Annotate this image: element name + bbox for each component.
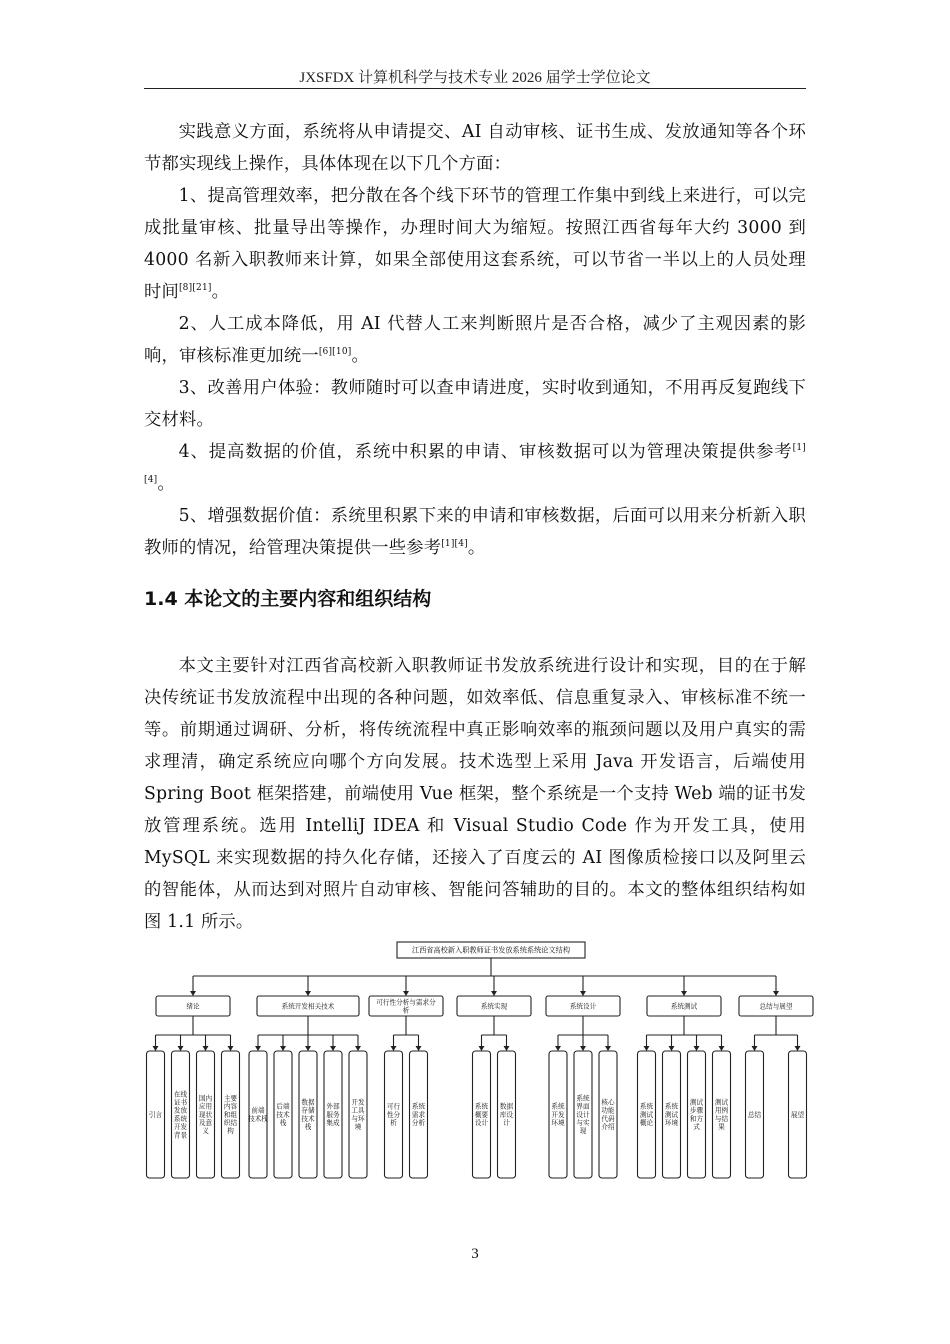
leaf-label: 展望 [790,1110,805,1119]
branch-label: 可行性分析与需求分析 [376,998,436,1015]
leaf-label: 核心功能代码介绍 [601,1098,615,1132]
leaf-label: 系统界面设计与实现 [576,1094,590,1136]
arrow-head [555,1046,561,1051]
leaf-label: 数据库设计 [499,1102,514,1128]
section-content-structure [144,650,806,938]
branch-label: 系统实现 [480,1002,508,1011]
branch-label: 系统设计 [569,1002,597,1011]
leaf-label: 外部服务集成 [326,1102,340,1128]
page-number: 3 [471,1246,479,1262]
leaf-label: 国内应用现状及意义 [198,1094,213,1136]
citation: [1][4] [144,443,806,485]
paragraph-point-5: 5、增强数据价值：系统里积累下来的申请和审核数据，后面可以用来分析新入职教师的情况，给管理决策提供一些参考[1][4]。 [144,506,806,558]
paragraph-structure: 本文主要针对江西省高校新入职教师证书发放系统进行设计和实现，目的在于解决传统证书发放流程中出现的各种问题，如效率低、信息重复录入、审核标准不统一等。前期通过调研、分析，将传统流程中真正影响效率的瓶颈问题以及用户真实的需求理清，确定系统应向哪个方向发展。技术选型上采用 Java 开发语言，后端使用 Spring Boot 框架搭建，前端使用 Vue 框架，整个系统是一个支持 Web 端的证书发放管理系统。选用 IntelliJ IDEA 和 Visual Studio Code 作为开发工具，使用 MySQL 来实现数据的持久化存储，还接入了百度云的 AI 图像质检接口以及阿里云的智能体，从而达到对照片自动审核、智能问答辅助的目的。本文的整体组织结构如图 1.1 所示。 [144,656,806,932]
citation: [6][10] [318,347,352,357]
leaf-label: 系统测试概论 [639,1102,654,1128]
arrow-head [330,1046,336,1051]
arrow-head [605,1046,611,1051]
citation: [1][4] [441,539,468,549]
arrow-head [280,1046,286,1051]
branch-label: 系统测试 [670,1002,698,1011]
leaf-label: 后端技术栈 [276,1102,290,1128]
root-label: 江西省高校新入职教师证书发放系统系统论文结构 [411,945,571,955]
arrow-head [773,991,779,996]
arrow-head [190,991,196,996]
branch-label: 系统开发相关技术 [281,1002,335,1011]
paragraph-point-2: 2、人工成本降低，用 AI 代替人工来判断照片是否合格，减少了主观因素的影响，审核标准更加统一[6][10]。 [144,314,806,366]
arrow-head [580,991,586,996]
arrow-head [355,1046,361,1051]
branch-label: 绪论 [186,1002,200,1011]
arrow-head [681,991,687,996]
section-practical-significance [144,116,806,564]
paragraph-point-4: 4、提高数据的价值，系统中积累的申请、审核数据可以为管理决策提供参考[1][4]。 [144,442,806,494]
arrow-head [178,1046,184,1051]
arrow-head [305,1046,311,1051]
leaf-label: 数据存储技术栈 [301,1098,315,1132]
arrow-head [305,991,311,996]
arrow-head [491,991,497,996]
paragraph-point-1: 1、提高管理效率，把分散在各个线下环节的管理工作集中到线上来进行，可以完成批量审核、批量导出等操作，办理时间大为缩短。按照江西省每年大约 3000 到 4000 名新入职教师来计算，如果全部使用这套系统，可以节省一半以上的人员处理时间[8][21]。 [144,186,806,302]
arrow-head [416,1046,422,1051]
leaf-label: 系统开发环境 [551,1102,565,1128]
arrow-head [752,1046,758,1051]
leaf-label: 在线证书发放系统开发背景 [173,1090,188,1140]
arrow-head [669,1046,675,1051]
arrow-head [504,1046,510,1051]
arrow-head [203,1046,209,1051]
arrow-head [391,1046,397,1051]
arrow-head [403,991,409,996]
leaf-label: 可行性分析 [386,1102,401,1128]
leaf-label: 系统概要设计 [474,1102,489,1128]
arrow-head [644,1046,650,1051]
citation: [8][21] [178,283,212,293]
leaf-label: 测试步骤和方式 [689,1098,704,1132]
leaf-label: 系统测试环境 [664,1102,679,1128]
paragraph-intro: 实践意义方面，系统将从申请提交、AI 自动审核、证书生成、发放通知等各个环节都实现线上操作，具体体现在以下几个方面： [144,122,806,174]
arrow-head [153,1046,159,1051]
leaf-label: 测试用例与结果 [714,1098,729,1132]
arrow-head [479,1046,485,1051]
section-heading: 1.4 本论文的主要内容和组织结构 [144,588,432,610]
arrow-head [795,1046,801,1051]
leaf-label: 前端技术栈 [248,1106,268,1123]
thesis-structure-diagram [142,940,822,1180]
arrow-head [719,1046,725,1051]
arrow-head [228,1046,234,1051]
paragraph-point-3: 3、改善用户体验：教师随时可以查申请进度，实时收到通知，不用再反复跑线下交材料。 [144,378,806,430]
leaf-label: 系统需求分析 [411,1102,426,1128]
arrow-head [580,1046,586,1051]
branch-label: 总结与展望 [759,1002,793,1011]
running-header: JXSFDX 计算机科学与技术专业 2026 届学士学位论文 [299,70,651,86]
leaf-label: 开发工具与环境 [351,1098,365,1132]
leaf-label: 引言 [148,1110,163,1119]
header-rule [144,88,806,89]
leaf-label: 总结 [747,1110,762,1119]
arrow-head [694,1046,700,1051]
arrow-head [255,1046,261,1051]
leaf-label: 主要内容和组织结构 [223,1094,238,1136]
